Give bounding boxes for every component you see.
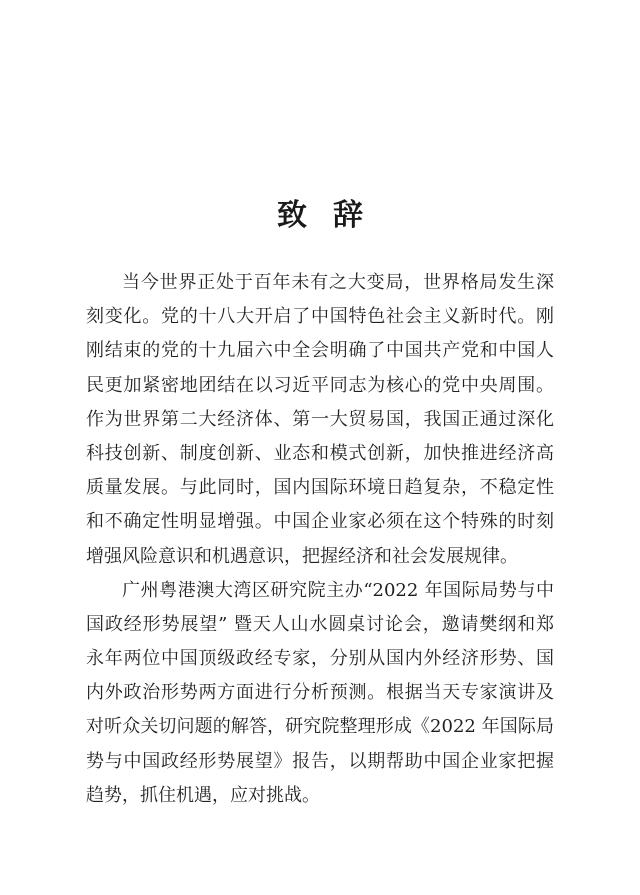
- text-line: 国政经形势展望” 暨天人山水圆桌讨论会，邀请樊纲和郑: [86, 613, 554, 635]
- text-line: 当今世界正处于百年未有之大变局，世界格局发生深: [122, 272, 554, 293]
- text-line: 刻变化。党的十八大开启了中国特色社会主义新时代。刚: [86, 306, 554, 328]
- text-line: 质量发展。与此同时，国内国际环境日趋复杂，不稳定性: [86, 477, 554, 499]
- paragraph-2: [86, 574, 554, 813]
- text-line: 广州粤港澳大湾区研究院主办“2022 年国际局势与中: [122, 579, 554, 601]
- text-line: 趋势，抓住机遇，应对挑战。: [86, 784, 320, 806]
- text-line: 作为世界第二大经济体、第一大贸易国，我国正通过深化: [86, 408, 554, 430]
- text-line: 和不确定性明显增强。中国企业家必须在这个特殊的时刻: [86, 511, 554, 533]
- text-line: 内外政治形势两方面进行分析预测。根据当天专家演讲及: [86, 682, 554, 704]
- text-line: 永年两位中国顶级政经专家，分别从国内外经济形势、国: [86, 648, 554, 670]
- page-title: 致辞: [277, 198, 389, 233]
- body-text: [86, 266, 554, 813]
- text-line: 科技创新、制度创新、业态和模式创新，加快推进经济高: [86, 442, 554, 464]
- text-line: 增强风险意识和机遇意识，把握经济和社会发展规律。: [86, 545, 518, 567]
- text-line: 对听众关切问题的解答，研究院整理形成《2022 年国际局: [86, 716, 554, 738]
- paragraph-1: [86, 266, 554, 574]
- text-line: 刚结束的党的十九届六中全会明确了中国共产党和中国人: [86, 340, 554, 362]
- text-line: 势与中国政经形势展望》报告，以期帮助中国企业家把握: [86, 750, 554, 772]
- text-line: 民更加紧密地团结在以习近平同志为核心的党中央周围。: [86, 374, 554, 396]
